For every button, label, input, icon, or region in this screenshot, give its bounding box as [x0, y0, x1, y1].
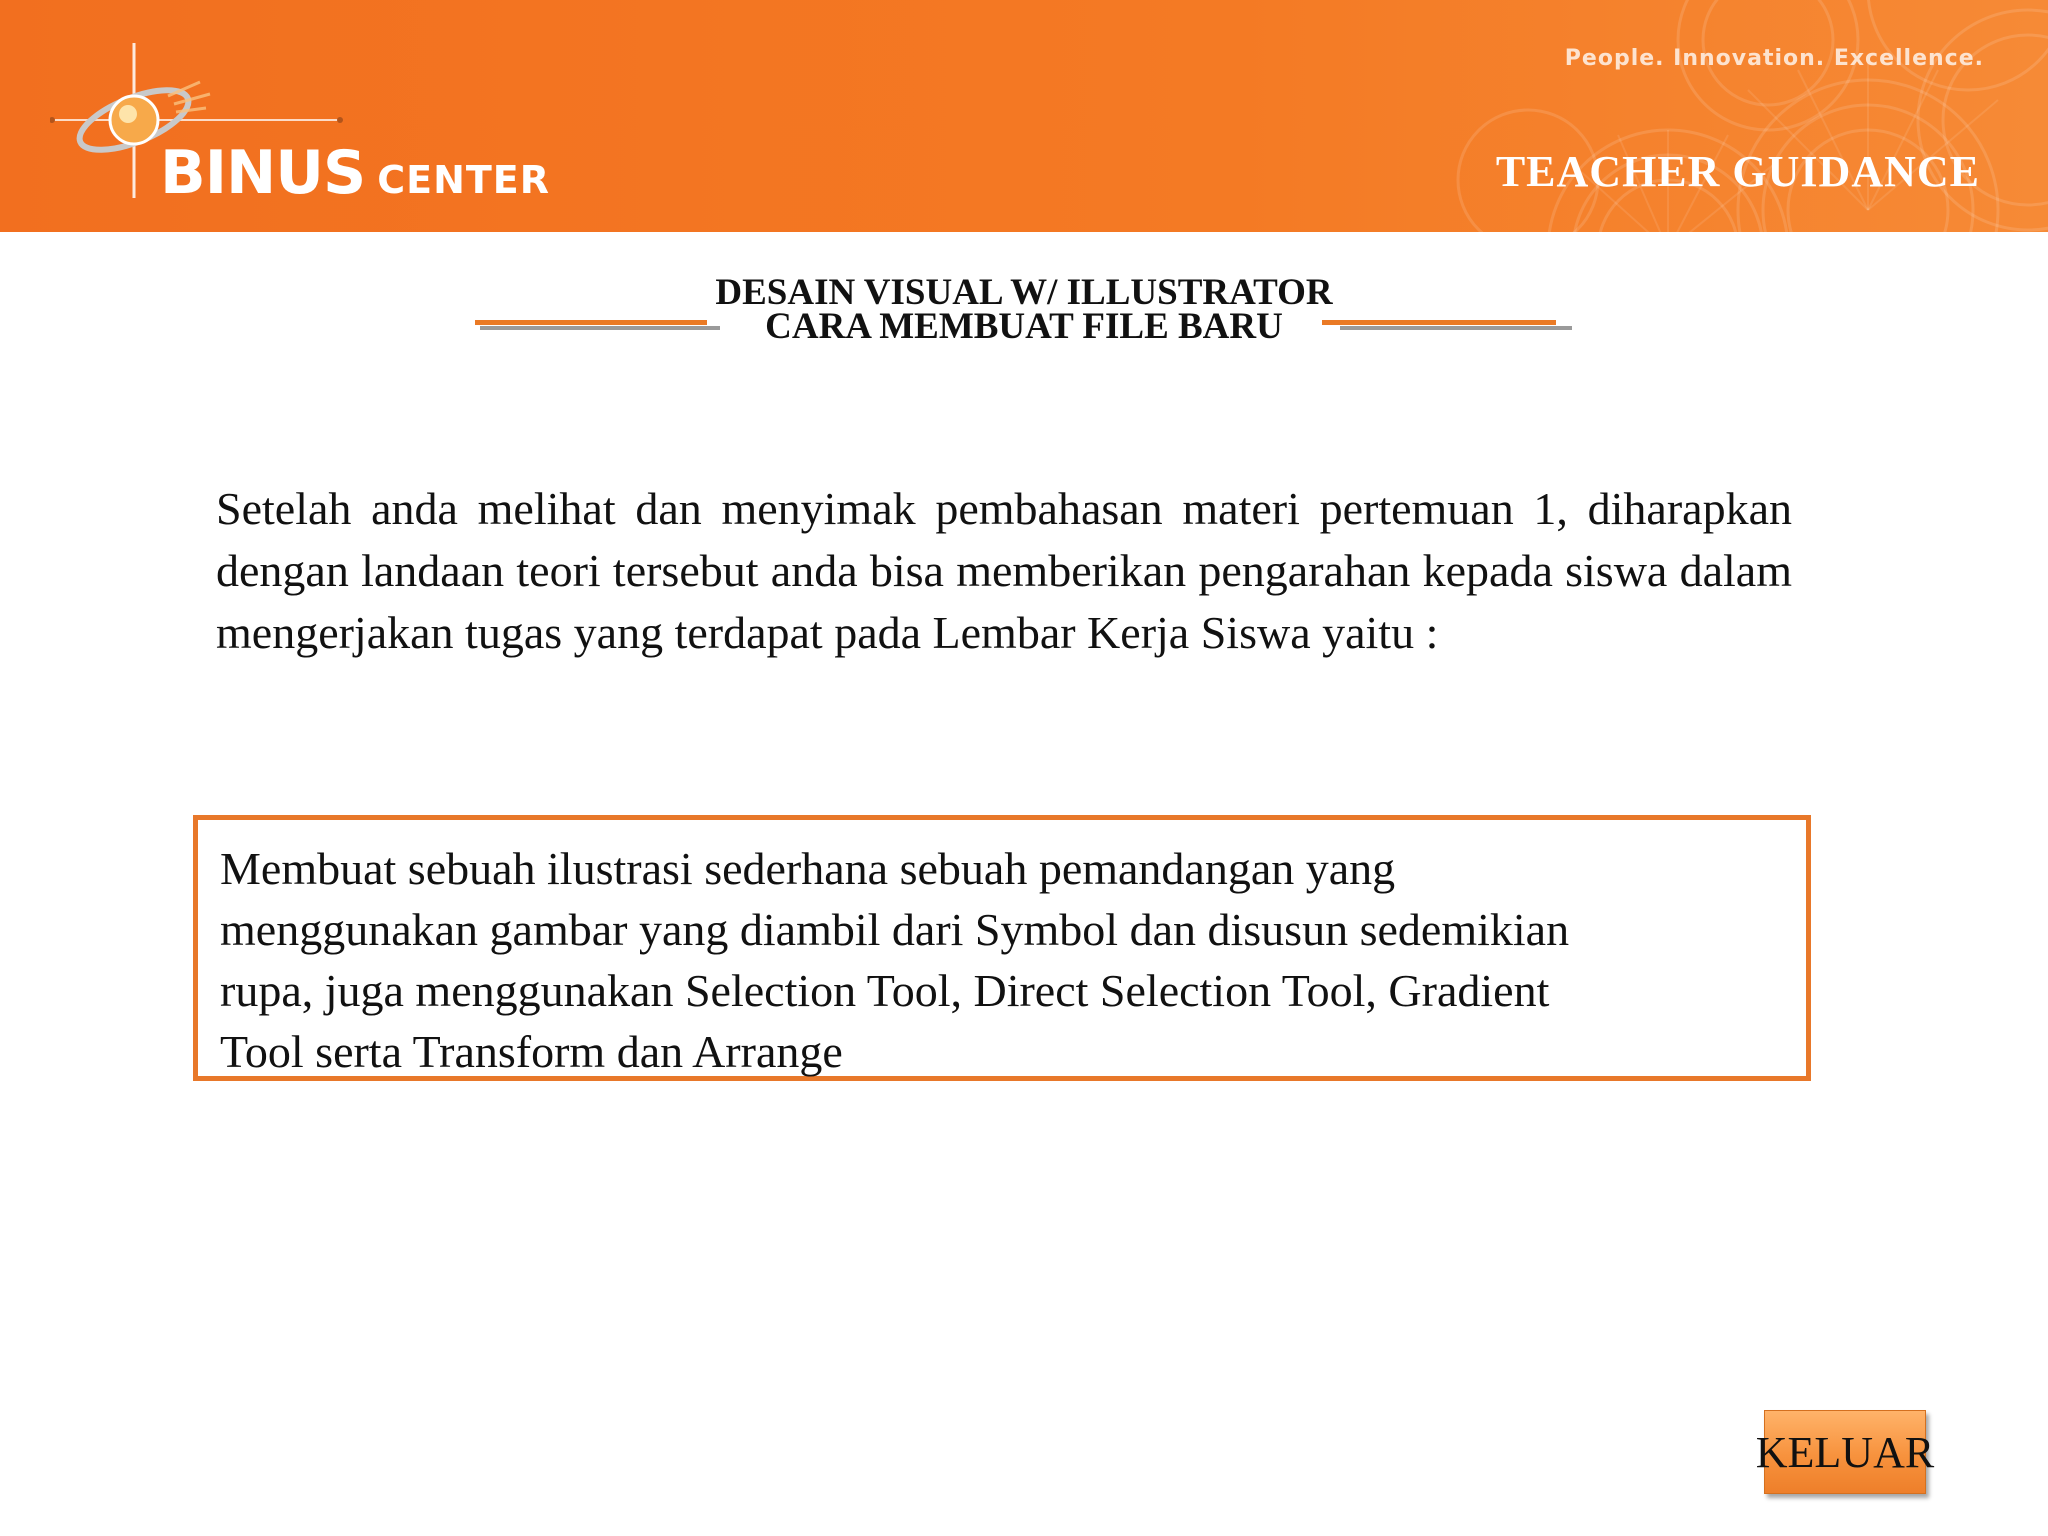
exit-button-label: KELUAR — [1755, 1427, 1935, 1477]
divider-left-shadow — [480, 326, 720, 330]
exit-button[interactable] — [1755, 1410, 1935, 1494]
header-banner — [0, 0, 2048, 232]
task-line: Membuat sebuah ilustrasi sederhana sebuah pemandangan yang — [220, 843, 1396, 894]
section-label: TEACHER GUIDANCE — [1495, 147, 1980, 196]
tagline: People. Innovation. Excellence. — [1564, 46, 1984, 71]
task-box — [193, 815, 1811, 1081]
task-line: menggunakan gambar yang diambil dari Symbol dan disusun sedemikian — [220, 904, 1570, 955]
logo-wordmark — [160, 138, 550, 208]
divider-left — [475, 320, 707, 325]
task-description — [220, 838, 1800, 1082]
course-title: DESAIN VISUAL W/ ILLUSTRATOR — [715, 272, 1333, 313]
logo-text-binus: BINUS — [160, 138, 366, 208]
page-subtitle — [0, 270, 2048, 350]
intro-paragraph: Setelah anda melihat dan menyimak pembahasan materi pertemuan 1, diharapkan dengan landaan teori tersebut anda bisa memberikan pengarahan kepada siswa dalam mengerjakan tugas yang terdapat pada Lembar Kerja Siswa yaitu : — [216, 483, 1792, 658]
lesson-title: CARA MEMBUAT FILE BARU — [765, 306, 1283, 347]
divider-right — [1322, 320, 1556, 325]
decorative-pattern — [1148, 0, 2048, 232]
task-line: rupa, juga menggunakan Selection Tool, Direct Selection Tool, Gradient — [220, 965, 1550, 1016]
divider-right-shadow — [1340, 326, 1572, 330]
task-line: Tool serta Transform dan Arrange — [220, 1026, 843, 1077]
logo-text-center: CENTER — [377, 158, 551, 202]
